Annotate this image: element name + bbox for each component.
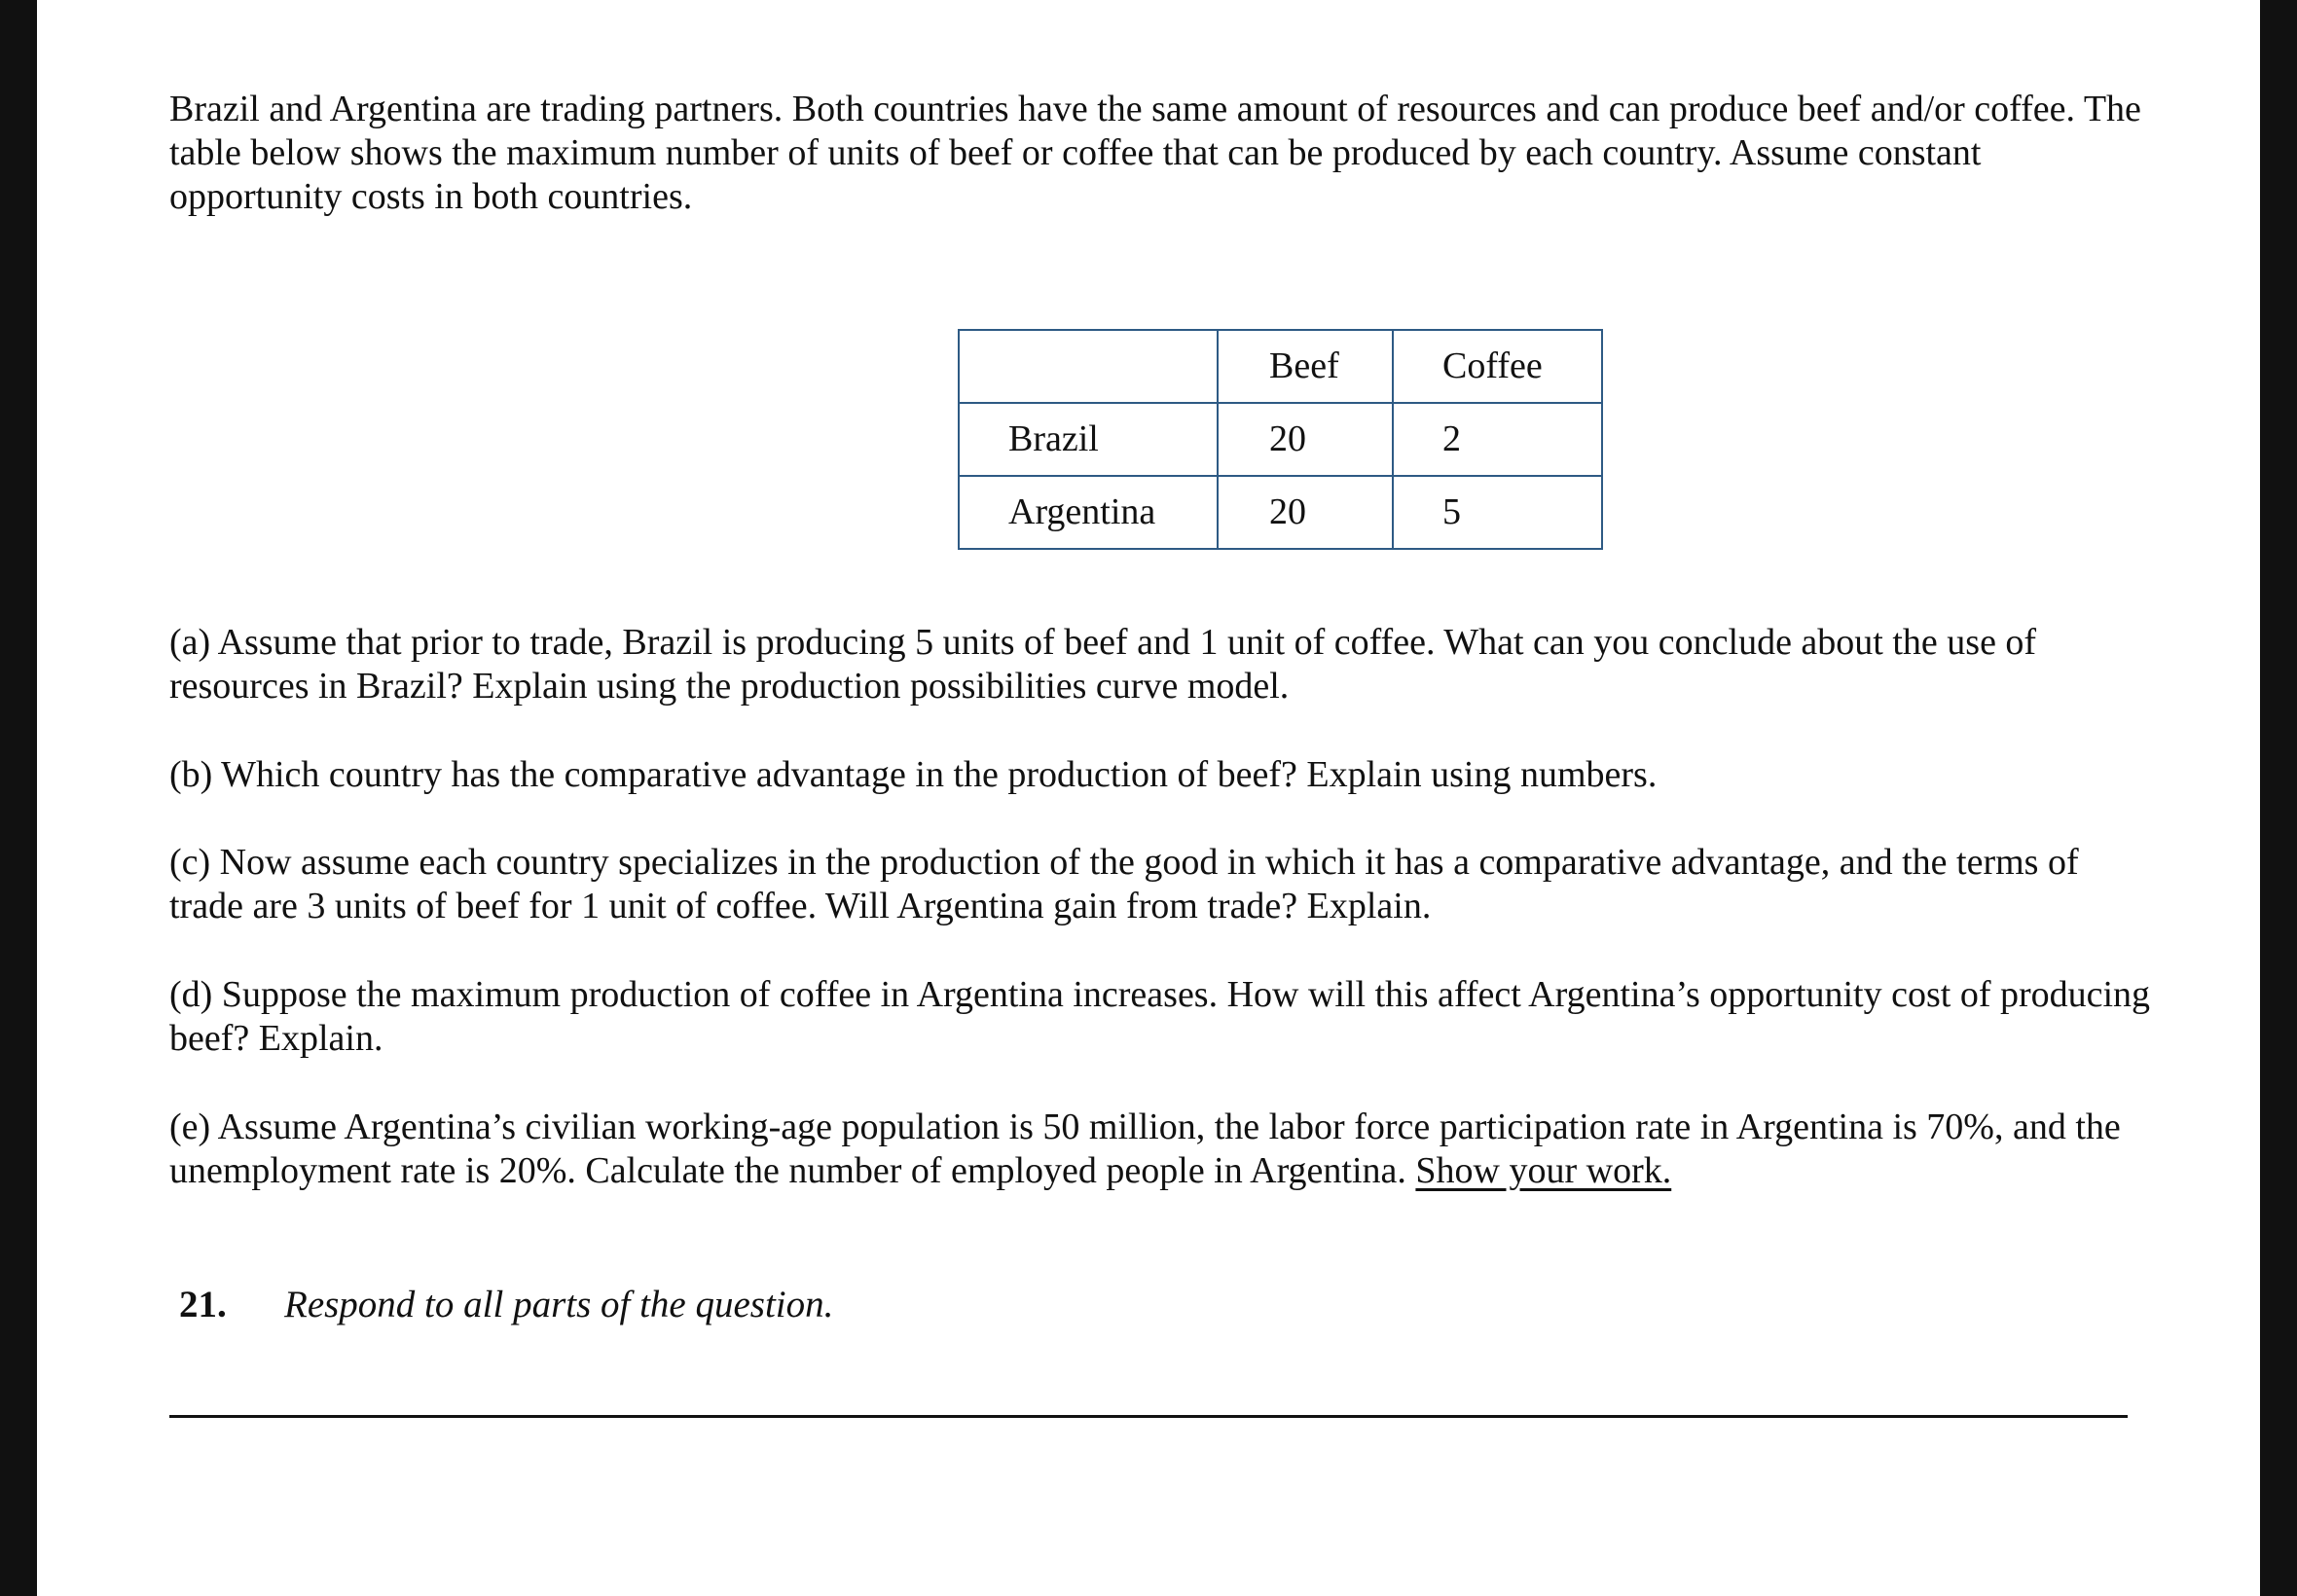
production-table: [958, 329, 1603, 550]
question-b: (b) Which country has the comparative advantage in the production of beef? Explain using numbers.: [169, 754, 1658, 795]
table-cell-beef: 20: [1218, 476, 1393, 549]
table-header-cell: [959, 330, 1218, 403]
table-cell-coffee: 5: [1393, 476, 1602, 549]
intro-paragraph: Brazil and Argentina are trading partners. Both countries have the same amount of resources and can produce beef and/or coffee. The table below shows the maximum number of units of beef or coffee that can be produced by each country. Assume constant opportunity costs in both countries.: [169, 89, 2141, 217]
production-table-wrapper: [958, 329, 1603, 550]
document-content: [169, 88, 2155, 1325]
instruction-text: Respond to all parts of the question.: [284, 1284, 834, 1325]
show-work-link: Show your work.: [1415, 1150, 1672, 1191]
table-cell-country: Brazil: [959, 403, 1218, 476]
answer-divider-line: [169, 1415, 2128, 1418]
table-row: [959, 476, 1602, 549]
table-cell-beef: 20: [1218, 403, 1393, 476]
table-header-cell: Coffee: [1393, 330, 1602, 403]
question-e-text: (e) Assume Argentina’s civilian working-age population is 50 million, the labor force participation rate in Argentina is 70%, and the unemployment rate is 20%. Calculate the number of employed people in Argentina.: [169, 1106, 2121, 1191]
table-cell-country: Argentina: [959, 476, 1218, 549]
document-page: [37, 0, 2260, 1596]
question-instruction: [179, 1283, 1931, 1326]
question-d: (d) Suppose the maximum production of coffee in Argentina increases. How will this affect Argentina’s opportunity cost of producing beef? Explain.: [169, 974, 2151, 1059]
table-row: [959, 403, 1602, 476]
table-header-cell: Beef: [1218, 330, 1393, 403]
question-e: [169, 1106, 2155, 1193]
question-c: (c) Now assume each country specializes in the production of the good in which it has a comparative advantage, and the terms of trade are 3 units of beef for 1 unit of coffee. Will Argentina gain from trade? Explain.: [169, 842, 2079, 926]
table-header-row: [959, 330, 1602, 403]
question-a: (a) Assume that prior to trade, Brazil is producing 5 units of beef and 1 unit of coffee. What can you conclude about the use of resources in Brazil? Explain using the production possibilities curve model.: [169, 622, 2037, 707]
question-number: 21.: [179, 1284, 227, 1325]
table-cell-coffee: 2: [1393, 403, 1602, 476]
